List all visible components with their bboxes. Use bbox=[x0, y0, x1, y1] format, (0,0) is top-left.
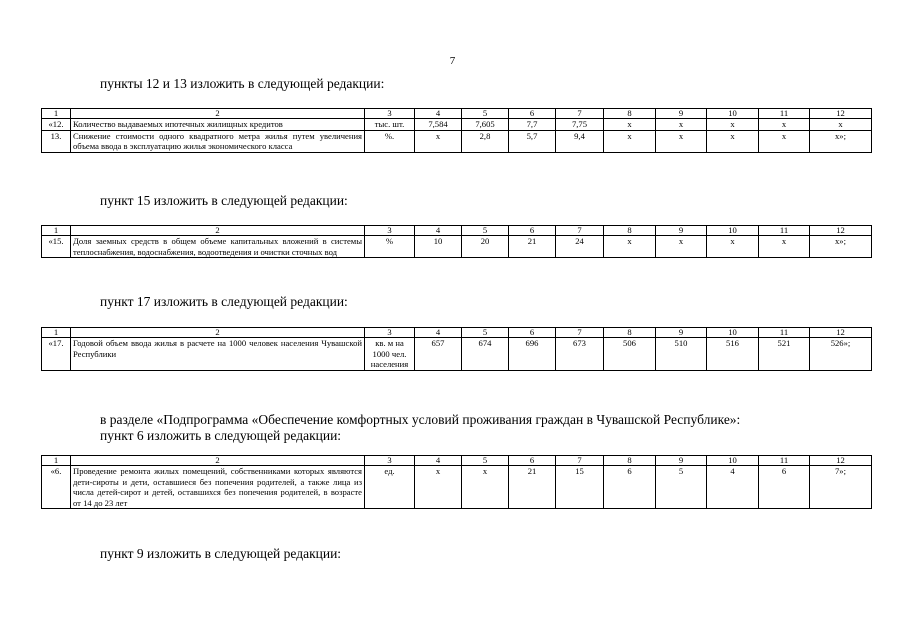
column-number-header: 4 bbox=[415, 328, 462, 338]
column-number-header: 5 bbox=[462, 226, 509, 236]
intro-subprogram-section: в разделе «Подпрограмма «Обеспечение комфортных условий проживания граждан в Чувашской Республике»: bbox=[100, 412, 741, 427]
table-header-row bbox=[42, 109, 872, 119]
table-row bbox=[42, 119, 872, 131]
indicator-name: Доля заемных средств в общем объеме капитальных вложений в системы теплоснабжения, водоснабжения, водоотведения и очистки сточных вод bbox=[71, 236, 365, 258]
item-number: «17. bbox=[42, 338, 71, 371]
indicator-value: 7»; bbox=[810, 466, 872, 509]
indicator-name: Годовой объем ввода жилья в расчете на 1000 человек населения Чувашской Республики bbox=[71, 338, 365, 371]
column-number-header: 9 bbox=[656, 328, 707, 338]
indicator-value: х»; bbox=[810, 236, 872, 258]
indicator-value: х bbox=[707, 130, 759, 152]
column-number-header: 1 bbox=[42, 456, 71, 466]
indicator-value: 4 bbox=[707, 466, 759, 509]
column-number-header: 8 bbox=[604, 456, 656, 466]
table-header-row bbox=[42, 328, 872, 338]
indicator-value: х bbox=[656, 130, 707, 152]
indicator-value: х bbox=[604, 236, 656, 258]
unit-of-measure: ед. bbox=[365, 466, 415, 509]
column-number-header: 6 bbox=[509, 456, 556, 466]
table-row bbox=[42, 338, 872, 371]
unit-of-measure: тыс. шт. bbox=[365, 119, 415, 131]
indicator-value: 506 bbox=[604, 338, 656, 371]
column-number-header: 8 bbox=[604, 226, 656, 236]
table-row bbox=[42, 236, 872, 258]
indicator-value: х bbox=[656, 119, 707, 131]
item-number: «12. bbox=[42, 119, 71, 131]
indicator-value: 5,7 bbox=[509, 130, 556, 152]
indicator-value: 21 bbox=[509, 236, 556, 258]
indicator-name: Проведение ремонта жилых помещений, собственниками которых являются дети-сироты и дети, оставшиеся без попечения родителей, а также лица из числа детей-сирот и детей, оставшихся без попечения родителей, в возрасте от 14 до 23 лет bbox=[71, 466, 365, 509]
indicator-name: Количество выдаваемых ипотечных жилищных кредитов bbox=[71, 119, 365, 131]
column-number-header: 5 bbox=[462, 456, 509, 466]
indicator-value: 21 bbox=[509, 466, 556, 509]
column-number-header: 5 bbox=[462, 109, 509, 119]
indicator-value: 7,75 bbox=[556, 119, 604, 131]
indicator-value: х bbox=[656, 236, 707, 258]
column-number-header: 2 bbox=[71, 456, 365, 466]
column-number-header: 11 bbox=[759, 109, 810, 119]
column-number-header: 4 bbox=[415, 109, 462, 119]
indicator-value: 5 bbox=[656, 466, 707, 509]
table-row bbox=[42, 466, 872, 509]
item-number: 13. bbox=[42, 130, 71, 152]
indicator-value: 20 bbox=[462, 236, 509, 258]
indicator-value: 15 bbox=[556, 466, 604, 509]
column-number-header: 11 bbox=[759, 226, 810, 236]
indicator-value: х bbox=[759, 119, 810, 131]
indicator-value: х bbox=[415, 130, 462, 152]
intro-items-12-13: пункты 12 и 13 изложить в следующей редакции: bbox=[100, 76, 385, 91]
column-number-header: 2 bbox=[71, 226, 365, 236]
intro-item-6: пункт 6 изложить в следующей редакции: bbox=[100, 428, 342, 443]
column-number-header: 9 bbox=[656, 226, 707, 236]
column-number-header: 10 bbox=[707, 456, 759, 466]
indicator-value: 2,8 bbox=[462, 130, 509, 152]
indicator-value: х bbox=[707, 236, 759, 258]
column-number-header: 6 bbox=[509, 328, 556, 338]
indicator-value: х bbox=[810, 119, 872, 131]
column-number-header: 7 bbox=[556, 226, 604, 236]
column-number-header: 8 bbox=[604, 109, 656, 119]
unit-of-measure: кв. м на 1000 чел. населения bbox=[365, 338, 415, 371]
indicator-value: х»; bbox=[810, 130, 872, 152]
indicator-value: 673 bbox=[556, 338, 604, 371]
column-number-header: 3 bbox=[365, 109, 415, 119]
column-number-header: 12 bbox=[810, 109, 872, 119]
column-number-header: 3 bbox=[365, 456, 415, 466]
indicator-value: х bbox=[604, 130, 656, 152]
column-number-header: 6 bbox=[509, 226, 556, 236]
indicator-value: 6 bbox=[604, 466, 656, 509]
column-number-header: 10 bbox=[707, 226, 759, 236]
table-header-row bbox=[42, 456, 872, 466]
indicator-value: х bbox=[415, 466, 462, 509]
column-number-header: 9 bbox=[656, 109, 707, 119]
column-number-header: 7 bbox=[556, 328, 604, 338]
indicator-name: Снижение стоимости одного квадратного метра жилья путем увеличения объема ввода в эксплуатацию жилья экономического класса bbox=[71, 130, 365, 152]
table-item-15 bbox=[41, 225, 872, 258]
indicator-value: 657 bbox=[415, 338, 462, 371]
indicator-value: 24 bbox=[556, 236, 604, 258]
indicator-value: х bbox=[604, 119, 656, 131]
indicator-value: 516 bbox=[707, 338, 759, 371]
column-number-header: 7 bbox=[556, 456, 604, 466]
indicator-value: 674 bbox=[462, 338, 509, 371]
item-number: «6. bbox=[42, 466, 71, 509]
column-number-header: 2 bbox=[71, 328, 365, 338]
indicator-value: 9,4 bbox=[556, 130, 604, 152]
indicator-value: 10 bbox=[415, 236, 462, 258]
intro-item-9: пункт 9 изложить в следующей редакции: bbox=[100, 546, 342, 561]
column-number-header: 10 bbox=[707, 109, 759, 119]
indicator-value: 6 bbox=[759, 466, 810, 509]
column-number-header: 5 bbox=[462, 328, 509, 338]
indicator-value: 521 bbox=[759, 338, 810, 371]
column-number-header: 9 bbox=[656, 456, 707, 466]
column-number-header: 12 bbox=[810, 456, 872, 466]
indicator-value: х bbox=[462, 466, 509, 509]
unit-of-measure: %. bbox=[365, 130, 415, 152]
column-number-header: 2 bbox=[71, 109, 365, 119]
column-number-header: 3 bbox=[365, 328, 415, 338]
indicator-value: 510 bbox=[656, 338, 707, 371]
column-number-header: 4 bbox=[415, 456, 462, 466]
table-header-row bbox=[42, 226, 872, 236]
column-number-header: 1 bbox=[42, 226, 71, 236]
unit-of-measure: % bbox=[365, 236, 415, 258]
column-number-header: 3 bbox=[365, 226, 415, 236]
indicator-value: х bbox=[759, 236, 810, 258]
column-number-header: 8 bbox=[604, 328, 656, 338]
table-row bbox=[42, 130, 872, 152]
intro-item-15: пункт 15 изложить в следующей редакции: bbox=[100, 193, 348, 208]
column-number-header: 1 bbox=[42, 328, 71, 338]
table-item-6 bbox=[41, 455, 872, 509]
column-number-header: 6 bbox=[509, 109, 556, 119]
column-number-header: 11 bbox=[759, 456, 810, 466]
indicator-value: 7,584 bbox=[415, 119, 462, 131]
indicator-value: 696 bbox=[509, 338, 556, 371]
column-number-header: 10 bbox=[707, 328, 759, 338]
column-number-header: 4 bbox=[415, 226, 462, 236]
indicator-value: х bbox=[759, 130, 810, 152]
column-number-header: 11 bbox=[759, 328, 810, 338]
table-item-17 bbox=[41, 327, 872, 371]
intro-item-17: пункт 17 изложить в следующей редакции: bbox=[100, 294, 348, 309]
indicator-value: 7,605 bbox=[462, 119, 509, 131]
indicator-value: х bbox=[707, 119, 759, 131]
column-number-header: 12 bbox=[810, 226, 872, 236]
column-number-header: 1 bbox=[42, 109, 71, 119]
column-number-header: 12 bbox=[810, 328, 872, 338]
page-number: 7 bbox=[449, 55, 456, 67]
item-number: «15. bbox=[42, 236, 71, 258]
column-number-header: 7 bbox=[556, 109, 604, 119]
indicator-value: 7,7 bbox=[509, 119, 556, 131]
indicator-value: 526»; bbox=[810, 338, 872, 371]
table-items-12-13 bbox=[41, 108, 872, 153]
